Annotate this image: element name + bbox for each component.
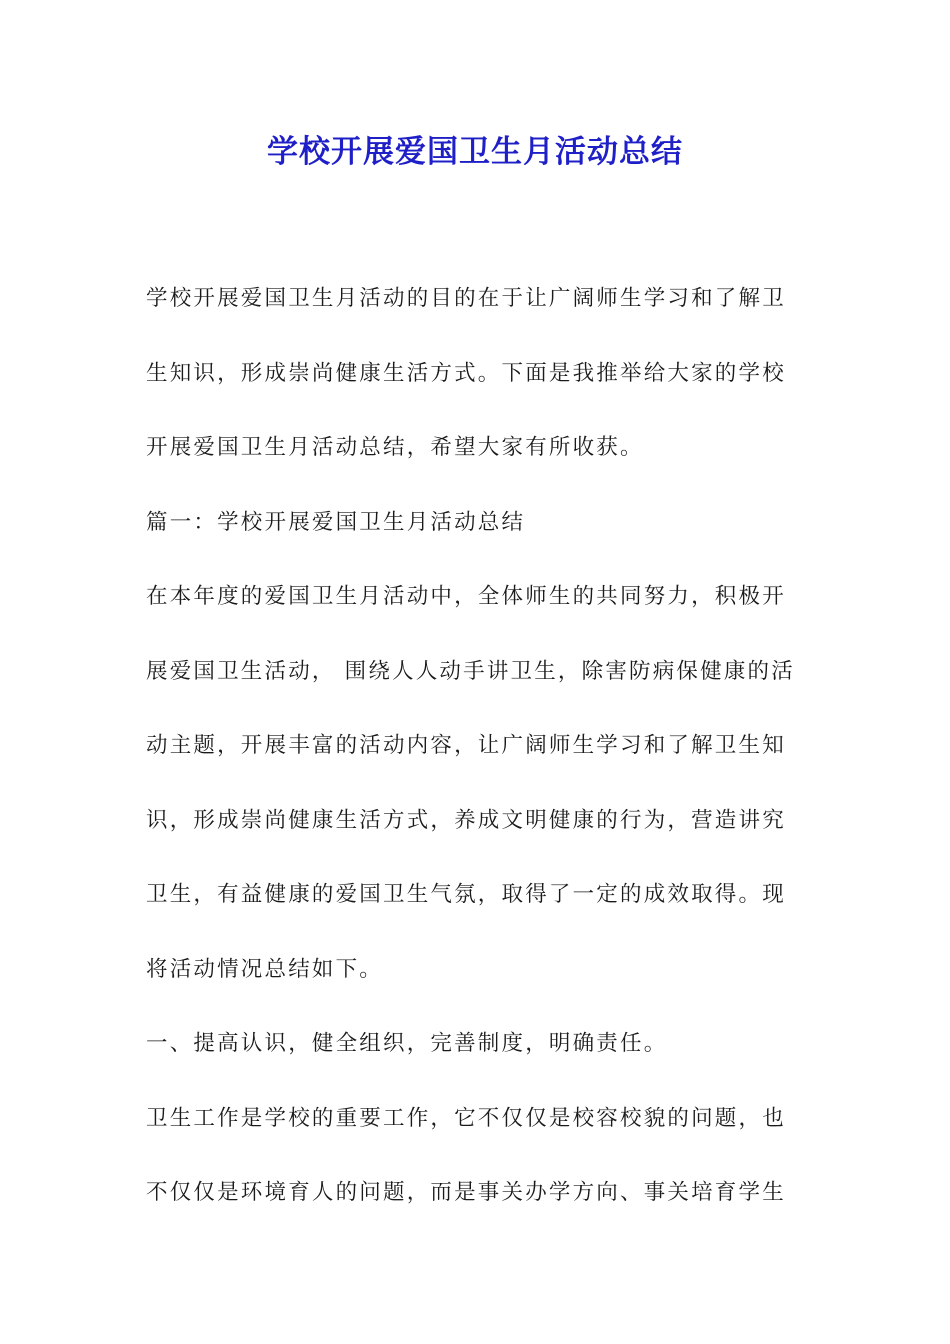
text-line: 开展爱国卫生月活动总结，希望大家有所收获。 (146, 435, 644, 460)
body-paragraph (146, 1082, 806, 1231)
text-line: 识，形成崇尚健康生活方式，养成文明健康的行为，营造讲究 (146, 807, 786, 833)
text-line: 将活动情况总结如下。 (146, 956, 384, 982)
text-line: 动主题，开展丰富的活动内容，让广阔师生学习和了解卫生知 (146, 733, 786, 758)
subsection-heading (146, 1007, 806, 1082)
intro-paragraph (146, 262, 806, 486)
text-line: 在本年度的爱国卫生月活动中，全体师生的共同努力，积极开 (146, 584, 786, 609)
text-line: 篇一：学校开展爱国卫生月活动总结 (146, 509, 526, 535)
text-line: 学校开展爱国卫生月活动的目的在于让广阔师生学习和了解卫 (146, 286, 786, 311)
text-line: 不仅仅是环境育人的问题，而是事关办学方向、事关培育学生 (146, 1180, 786, 1205)
text-line: 卫生工作是学校的重要工作，它不仅仅是校容校貌的问题，也 (146, 1105, 786, 1131)
text-line: 一、提高认识，健全组织，完善制度，明确责任。 (146, 1031, 668, 1056)
text-line: 生知识，形成崇尚健康生活方式。下面是我推举给大家的学校 (146, 360, 786, 386)
text-line: 卫生，有益健康的爱国卫生气氛，取得了一定的成效取得。现 (146, 882, 786, 907)
document-title: 学校开展爱国卫生月活动总结 (267, 134, 683, 170)
section-heading (146, 486, 806, 561)
body-paragraph (146, 560, 806, 1007)
text-line: 展爱国卫生活动， 围绕人人动手讲卫生，除害防病保健康的活 (146, 658, 795, 684)
document-body (146, 262, 806, 1231)
